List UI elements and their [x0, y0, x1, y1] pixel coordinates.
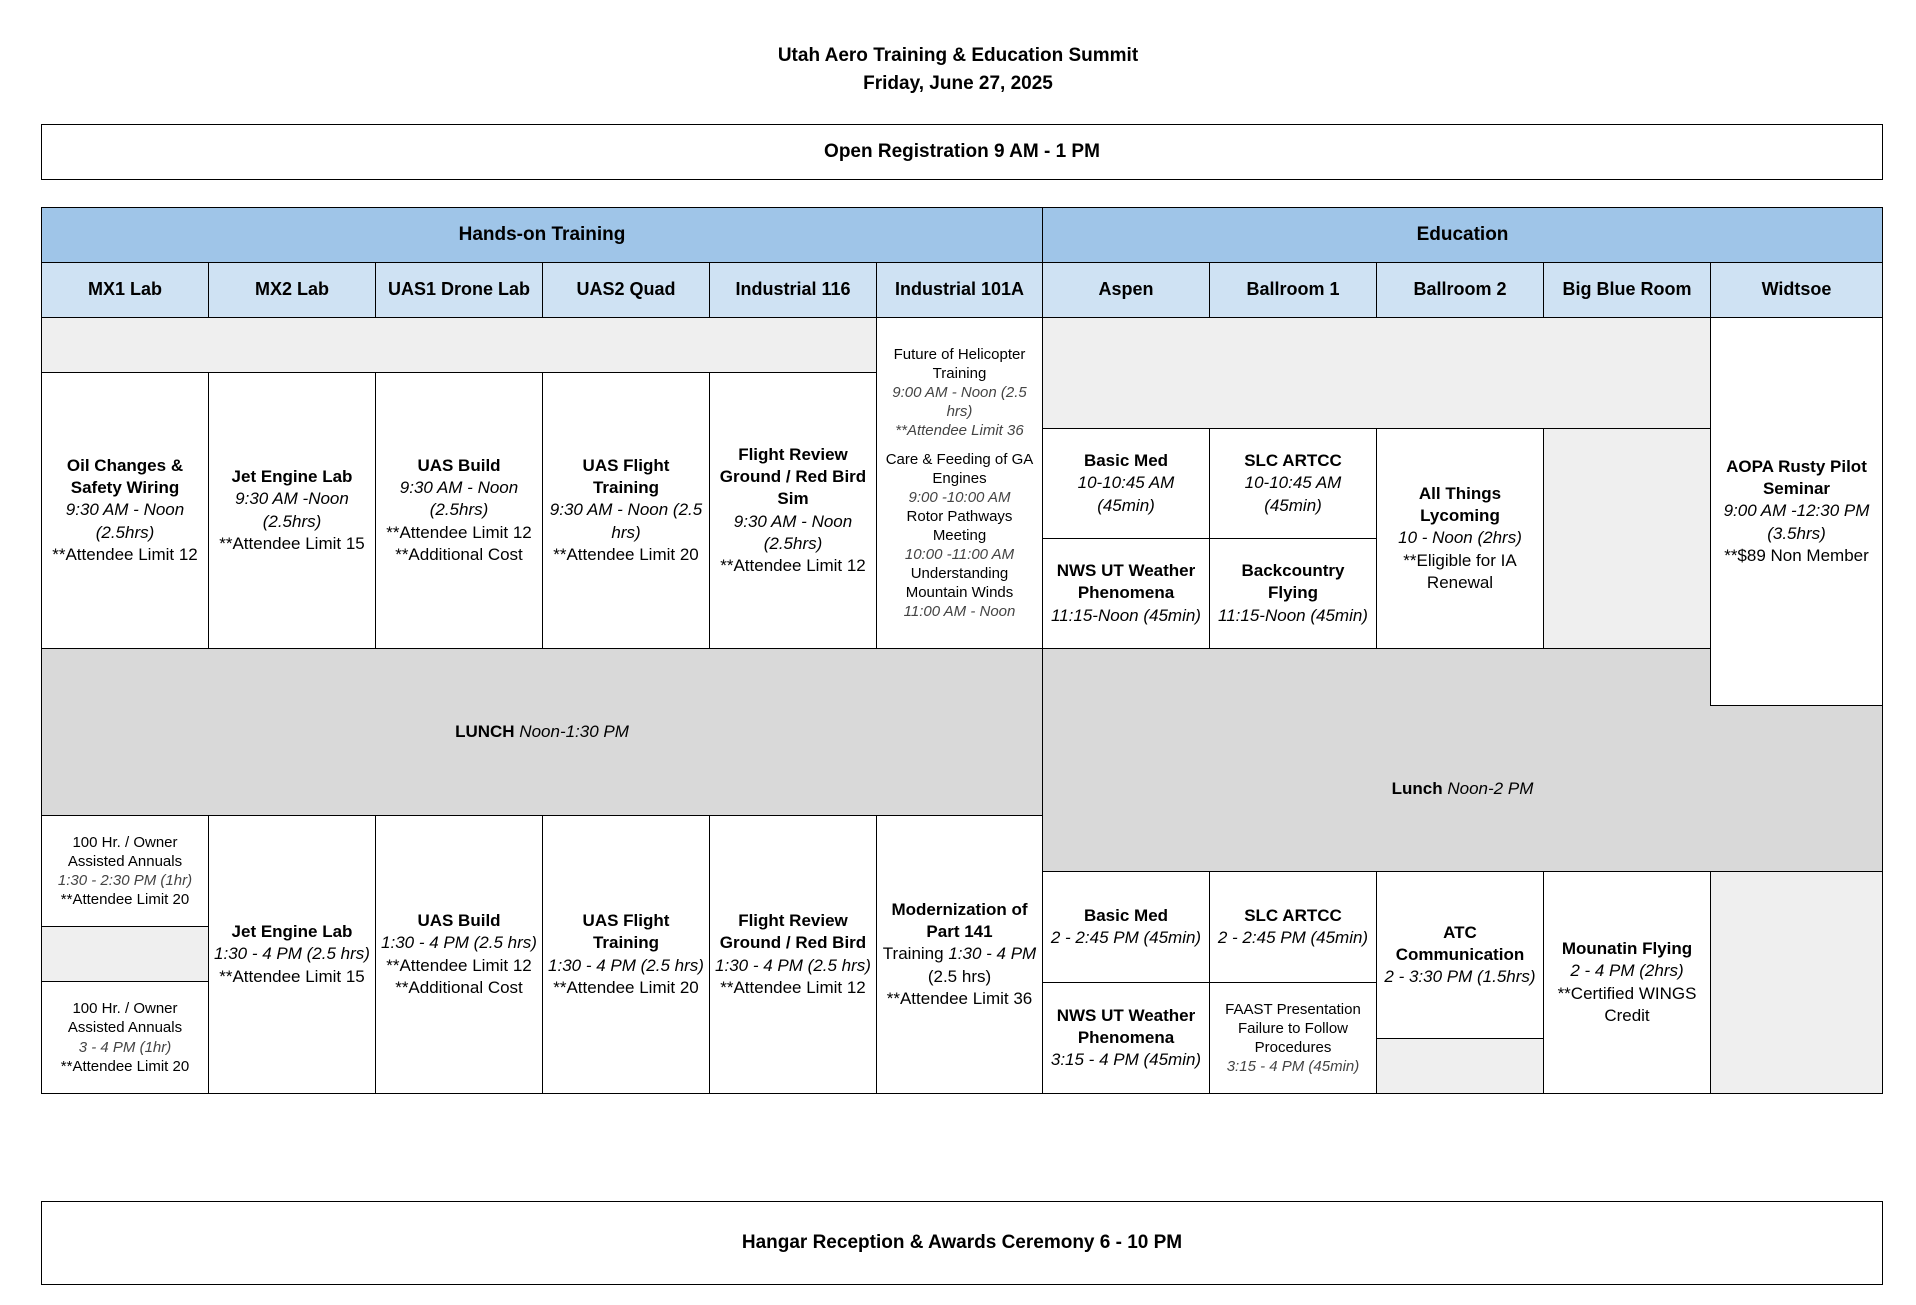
section-hands-on: Hands-on Training: [41, 207, 1043, 263]
session-jet-engine-lab: Jet Engine Lab 9:30 AM -Noon (2.5hrs) **Attendee Limit 15: [208, 372, 376, 649]
session-slc-artcc-pm: SLC ARTCC 2 - 2:45 PM (45min): [1209, 871, 1377, 983]
session-industrial-101a-morning: Future of Helicopter Training 9:00 AM - Noon (2.5 hrs) **Attendee Limit 36 Care & Feeding of GA Engines 9:00 -10:00 AM Rotor Pathways Meeting 10:00 -11:00 AM Understanding Mountain Winds 11:00 AM - Noon: [876, 317, 1043, 649]
session-basic-med-pm: Basic Med 2 - 2:45 PM (45min): [1042, 871, 1210, 983]
session-flight-review-sim: Flight Review Ground / Red Bird Sim 9:30 AM - Noon (2.5hrs) **Attendee Limit 12: [709, 372, 877, 649]
registration-banner: Open Registration 9 AM - 1 PM: [41, 124, 1883, 180]
schedule-grid: [41, 207, 1883, 1094]
session-faast-presentation: FAAST Presentation Failure to Follow Procedures 3:15 - 4 PM (45min): [1209, 982, 1377, 1094]
lunch-hands-on: LUNCH Noon-1:30 PM: [41, 648, 1043, 816]
empty-slot: [1376, 1038, 1544, 1094]
session-aopa-rusty-pilot: AOPA Rusty Pilot Seminar 9:00 AM -12:30 PM (3.5hrs) **$89 Non Member: [1710, 317, 1883, 706]
session-flight-review-pm: Flight Review Ground / Red Bird 1:30 - 4 PM (2.5 hrs) **Attendee Limit 12: [709, 815, 877, 1094]
session-slc-artcc-am: SLC ARTCC 10-10:45 AM (45min): [1209, 428, 1377, 539]
session-atc-communication: ATC Communication 2 - 3:30 PM (1.5hrs): [1376, 871, 1544, 1039]
session-uas-flight-training-pm: UAS Flight Training 1:30 - 4 PM (2.5 hrs) **Attendee Limit 20: [542, 815, 710, 1094]
section-education: Education: [1042, 207, 1883, 263]
widtsoe-overlap: [1710, 648, 1883, 706]
empty-slot: [1710, 871, 1883, 1094]
lunch-education: Lunch Noon-2 PM: [1042, 648, 1883, 872]
room-aspen: Aspen: [1042, 262, 1210, 318]
session-jet-engine-lab-pm: Jet Engine Lab 1:30 - 4 PM (2.5 hrs) **Attendee Limit 15: [208, 815, 376, 1094]
session-nws-weather-am: NWS UT Weather Phenomena 11:15-Noon (45min): [1042, 538, 1210, 649]
room-big-blue: Big Blue Room: [1543, 262, 1711, 318]
session-100hr-annuals-2: 100 Hr. / Owner Assisted Annuals 3 - 4 PM (1hr) **Attendee Limit 20: [41, 981, 209, 1094]
session-modernization-part-141: Modernization of Part 141 Training 1:30 - 4 PM (2.5 hrs) **Attendee Limit 36: [876, 815, 1043, 1094]
reception-banner: Hangar Reception & Awards Ceremony 6 - 10 PM: [41, 1201, 1883, 1285]
event-date: Friday, June 27, 2025: [863, 73, 1053, 94]
empty-slot: [1543, 428, 1711, 649]
room-uas2: UAS2 Quad: [542, 262, 710, 318]
session-all-things-lycoming: All Things Lycoming 10 - Noon (2hrs) **Eligible for IA Renewal: [1376, 428, 1544, 649]
room-industrial-101a: Industrial 101A: [876, 262, 1043, 318]
room-ballroom-1: Ballroom 1: [1209, 262, 1377, 318]
session-100hr-annuals-1: 100 Hr. / Owner Assisted Annuals 1:30 - 2:30 PM (1hr) **Attendee Limit 20: [41, 815, 209, 927]
session-backcountry-flying: Backcountry Flying 11:15-Noon (45min): [1209, 538, 1377, 649]
session-oil-changes: Oil Changes & Safety Wiring 9:30 AM - Noon (2.5hrs) **Attendee Limit 12: [41, 372, 209, 649]
session-uas-build-pm: UAS Build 1:30 - 4 PM (2.5 hrs) **Attendee Limit 12 **Additional Cost: [375, 815, 543, 1094]
room-uas1: UAS1 Drone Lab: [375, 262, 543, 318]
session-nws-weather-pm: NWS UT Weather Phenomena 3:15 - 4 PM (45min): [1042, 982, 1210, 1094]
room-industrial-116: Industrial 116: [709, 262, 877, 318]
event-title: Utah Aero Training & Education Summit: [777, 45, 1139, 66]
room-widtsoe: Widtsoe: [1710, 262, 1883, 318]
empty-slot: [41, 317, 877, 373]
session-uas-flight-training: UAS Flight Training 9:30 AM - Noon (2.5 hrs) **Attendee Limit 20: [542, 372, 710, 649]
room-mx1: MX1 Lab: [41, 262, 209, 318]
room-ballroom-2: Ballroom 2: [1376, 262, 1544, 318]
session-uas-build: UAS Build 9:30 AM - Noon (2.5hrs) **Attendee Limit 12 **Additional Cost: [375, 372, 543, 649]
empty-slot: [41, 926, 209, 982]
empty-slot: [1042, 317, 1711, 429]
room-mx2: MX2 Lab: [208, 262, 376, 318]
session-mountain-flying: Mounatin Flying 2 - 4 PM (2hrs) **Certified WINGS Credit: [1543, 871, 1711, 1094]
session-basic-med-am: Basic Med 10-10:45 AM (45min): [1042, 428, 1210, 539]
